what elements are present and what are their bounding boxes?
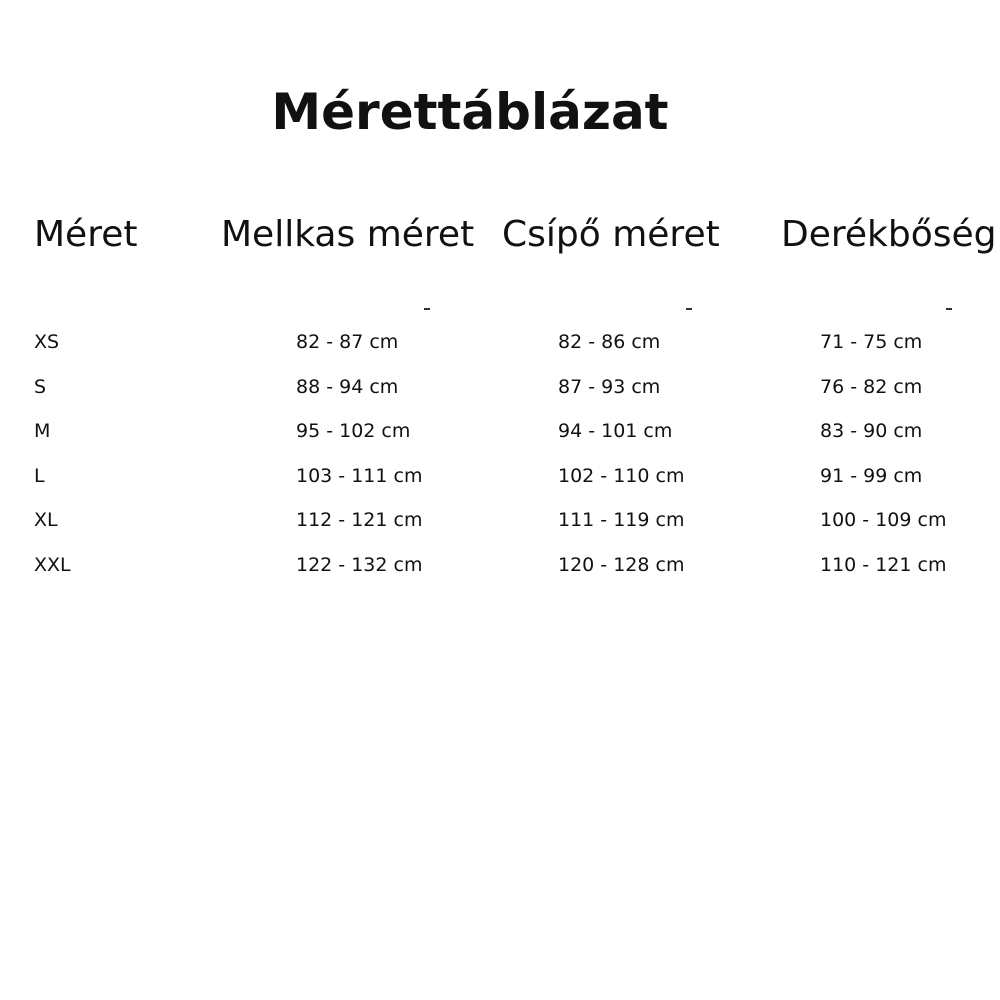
hip-cell: 82 - 86 cm bbox=[558, 331, 661, 353]
header-chest: Mellkas méret bbox=[221, 214, 475, 255]
waist-cell: 100 - 109 cm bbox=[820, 509, 947, 531]
divider-mark bbox=[686, 308, 692, 310]
divider-mark bbox=[424, 308, 430, 310]
waist-cell: 91 - 99 cm bbox=[820, 464, 923, 487]
table-row bbox=[0, 550, 1000, 595]
chest-cell: 88 - 94 cm bbox=[296, 375, 399, 398]
size-cell: M bbox=[34, 420, 51, 442]
size-cell: XL bbox=[34, 509, 58, 531]
table-row bbox=[0, 461, 1000, 506]
header-size: Méret bbox=[34, 214, 138, 255]
hip-cell: 87 - 93 cm bbox=[558, 375, 661, 398]
waist-cell: 76 - 82 cm bbox=[820, 375, 923, 398]
chest-cell: 112 - 121 cm bbox=[296, 509, 423, 531]
hip-cell: 102 - 110 cm bbox=[558, 464, 685, 487]
chest-cell: 82 - 87 cm bbox=[296, 331, 399, 353]
waist-cell: 71 - 75 cm bbox=[820, 331, 923, 353]
waist-cell: 110 - 121 cm bbox=[820, 553, 947, 576]
table-row bbox=[0, 505, 1000, 550]
table-row bbox=[0, 416, 1000, 461]
page-title: Mérettáblázat bbox=[271, 83, 669, 141]
chest-cell: 122 - 132 cm bbox=[296, 553, 423, 576]
size-cell: L bbox=[34, 464, 45, 487]
table-row bbox=[0, 372, 1000, 417]
chest-cell: 95 - 102 cm bbox=[296, 420, 411, 442]
header-waist: Derékbőség bbox=[781, 214, 997, 255]
size-cell: XXL bbox=[34, 553, 71, 576]
hip-cell: 94 - 101 cm bbox=[558, 420, 673, 442]
table-row bbox=[0, 327, 1000, 372]
header-hip: Csípő méret bbox=[502, 214, 720, 255]
size-table bbox=[0, 327, 1000, 594]
size-cell: XS bbox=[34, 331, 60, 353]
divider-mark bbox=[946, 308, 952, 310]
hip-cell: 111 - 119 cm bbox=[558, 509, 685, 531]
hip-cell: 120 - 128 cm bbox=[558, 553, 685, 576]
chest-cell: 103 - 111 cm bbox=[296, 464, 423, 487]
size-cell: S bbox=[34, 375, 47, 398]
waist-cell: 83 - 90 cm bbox=[820, 420, 923, 442]
